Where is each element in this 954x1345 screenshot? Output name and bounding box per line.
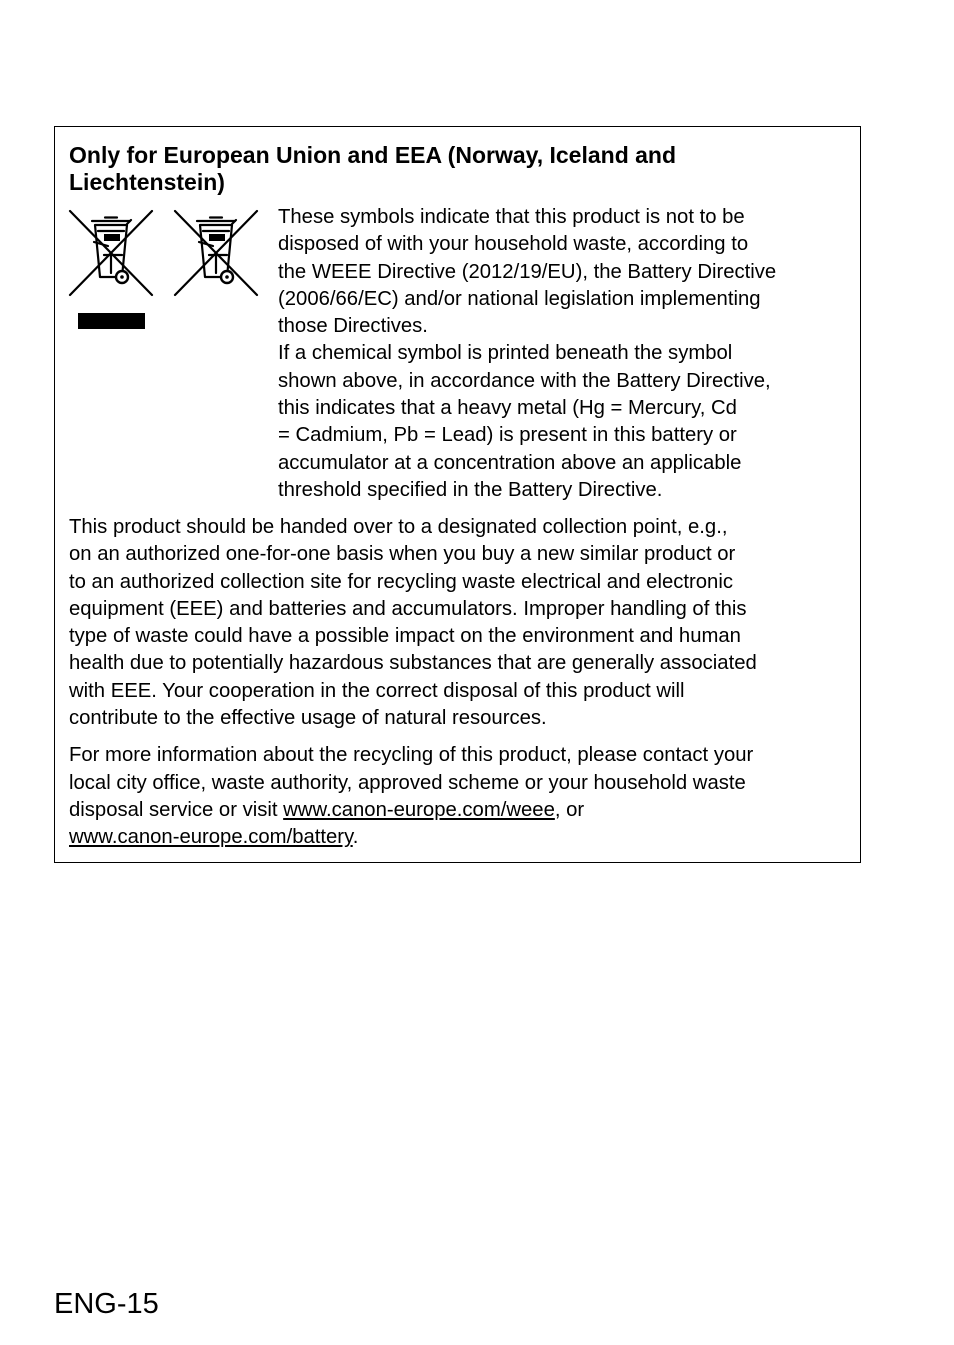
chemical-symbol-paragraph: If a chemical symbol is printed beneath the symbol shown above, in accordance with the Battery Directive, this indicates that a heavy metal (Hg = Mercury, Cd = Cadmium, Pb = Lead) is present in this battery or accumulator at a concentration above an applicable threshold specified in the Battery Directive. <box>278 342 771 501</box>
disposal-symbols <box>68 208 260 333</box>
notice-body <box>69 514 849 852</box>
symbols-explanation <box>278 204 848 504</box>
battery-link[interactable]: www.canon-europe.com/battery <box>69 826 353 849</box>
chemical-symbol-bar <box>78 313 145 329</box>
collection-paragraph: This product should be handed over to a designated collection point, e.g., on an authorized one-for-one basis when you buy a new similar product or to an authorized collection site for recycling waste electrical and electronic equipment (EEE) and batteries and accumulators. Improper handling of this type of waste could have a possible impact on the environment and human health due to potentially hazardous substances that are generally associated with EEE. Your cooperation in the correct disposal of this product will contribute to the effective usage of natural resources. <box>69 516 757 730</box>
more-info-end: . <box>352 826 359 849</box>
more-info-separator: , or <box>554 798 585 821</box>
crossed-out-wheeled-bin-icon <box>173 208 259 298</box>
symbols-paragraph: These symbols indicate that this product is not to be disposed of with your household waste, according to the WEEE Directive (2012/19/EU), the Battery Directive (2006/66/EC) and/or national legislation implementing those Directives. <box>278 206 777 338</box>
notice-title: Only for European Union and EEA (Norway, Iceland and Liechtenstein) <box>69 142 677 195</box>
weee-link[interactable]: www.canon-europe.com/weee <box>283 798 555 821</box>
more-info-text: For more information about the recycling of this product, please contact your local city office, waste authority, approved scheme or your household waste disposal service or visit <box>69 744 754 821</box>
crossed-out-wheeled-bin-icon <box>68 208 154 298</box>
more-info-paragraph <box>69 742 849 851</box>
page-number: ENG-15 <box>54 1288 159 1320</box>
